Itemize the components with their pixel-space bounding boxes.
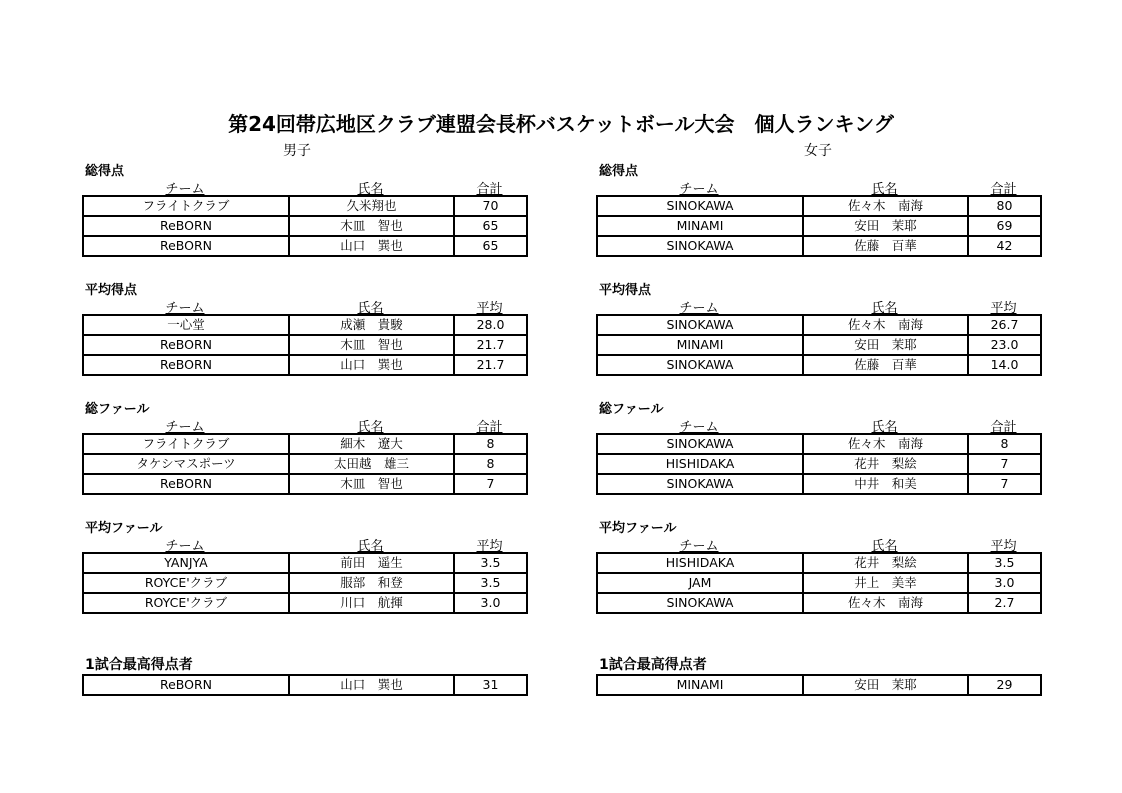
value-cell: 14.0	[968, 355, 1041, 375]
table-header	[596, 416, 1040, 435]
ranking-table	[82, 674, 528, 696]
header-team: チーム	[679, 301, 719, 316]
table-row	[597, 216, 1041, 236]
header-value: 合計	[990, 420, 1017, 435]
value-cell: 3.5	[968, 553, 1041, 573]
table-header	[82, 535, 526, 554]
table-row	[83, 434, 527, 454]
team-cell: MINAMI	[597, 675, 803, 695]
header-value: 合計	[990, 182, 1017, 197]
ranking-table	[596, 674, 1042, 696]
name-cell: 山口 巽也	[289, 355, 454, 375]
section-title: 1試合最高得点者	[85, 657, 193, 673]
value-cell: 7	[968, 454, 1041, 474]
name-cell: 花井 梨絵	[803, 553, 968, 573]
table-row	[597, 474, 1041, 494]
value-cell: 3.0	[454, 593, 527, 613]
header-value: 合計	[476, 420, 503, 435]
team-cell: ReBORN	[83, 355, 289, 375]
team-cell: ReBORN	[83, 335, 289, 355]
ranking-table	[596, 195, 1042, 257]
header-team: チーム	[679, 539, 719, 554]
header-team: チーム	[165, 182, 205, 197]
header-name: 氏名	[357, 539, 384, 554]
value-cell: 7	[968, 474, 1041, 494]
team-cell: ReBORN	[83, 236, 289, 256]
table-row	[83, 315, 527, 335]
section-title: 平均ファール	[85, 521, 163, 536]
table-header	[596, 178, 1040, 197]
header-team: チーム	[679, 182, 719, 197]
header-team: チーム	[165, 420, 205, 435]
page-title: 第24回帯広地区クラブ連盟会長杯バスケットボール大会 個人ランキング	[228, 112, 894, 136]
value-cell: 42	[968, 236, 1041, 256]
team-cell: SINOKAWA	[597, 434, 803, 454]
value-cell: 23.0	[968, 335, 1041, 355]
team-cell: ReBORN	[83, 216, 289, 236]
table-row	[597, 315, 1041, 335]
name-cell: 佐々木 南海	[803, 593, 968, 613]
table-row	[83, 593, 527, 613]
value-cell: 70	[454, 196, 527, 216]
name-cell: 中井 和美	[803, 474, 968, 494]
section-title: 平均得点	[599, 283, 652, 298]
value-cell: 2.7	[968, 593, 1041, 613]
team-cell: SINOKAWA	[597, 593, 803, 613]
header-name: 氏名	[357, 301, 384, 316]
name-cell: 木皿 智也	[289, 216, 454, 236]
ranking-table	[596, 552, 1042, 614]
name-cell: 山口 巽也	[289, 236, 454, 256]
name-cell: 成瀬 貴駿	[289, 315, 454, 335]
name-cell: 佐々木 南海	[803, 196, 968, 216]
header-value: 平均	[990, 539, 1017, 554]
value-cell: 21.7	[454, 355, 527, 375]
section-title: 平均得点	[85, 283, 138, 298]
section-title: 総得点	[85, 164, 125, 179]
table-header	[82, 178, 526, 197]
name-cell: 木皿 智也	[289, 335, 454, 355]
table-header	[596, 297, 1040, 316]
name-cell: 細木 遼大	[289, 434, 454, 454]
team-cell: 一心堂	[83, 315, 289, 335]
value-cell: 3.5	[454, 573, 527, 593]
team-cell: JAM	[597, 573, 803, 593]
header-name: 氏名	[357, 182, 384, 197]
section-title: 平均ファール	[599, 521, 677, 536]
value-cell: 65	[454, 216, 527, 236]
team-cell: フライトクラブ	[83, 434, 289, 454]
table-row	[83, 553, 527, 573]
header-name: 氏名	[871, 182, 898, 197]
section-title: 総ファール	[599, 402, 664, 417]
table-row	[83, 335, 527, 355]
value-cell: 69	[968, 216, 1041, 236]
header-name: 氏名	[871, 539, 898, 554]
team-cell: フライトクラブ	[83, 196, 289, 216]
table-row	[597, 196, 1041, 216]
ranking-table	[82, 195, 528, 257]
ranking-table	[82, 314, 528, 376]
team-cell: SINOKAWA	[597, 196, 803, 216]
name-cell: 太田越 雄三	[289, 454, 454, 474]
team-cell: HISHIDAKA	[597, 454, 803, 474]
header-value: 合計	[476, 182, 503, 197]
header-value: 平均	[990, 301, 1017, 316]
men-label: 男子	[283, 143, 311, 159]
header-team: チーム	[165, 539, 205, 554]
table-row	[597, 236, 1041, 256]
ranking-table	[596, 433, 1042, 495]
name-cell: 安田 茉耶	[803, 216, 968, 236]
table-row	[597, 335, 1041, 355]
header-team: チーム	[165, 301, 205, 316]
team-cell: MINAMI	[597, 216, 803, 236]
name-cell: 木皿 智也	[289, 474, 454, 494]
header-name: 氏名	[871, 420, 898, 435]
team-cell: YANJYA	[83, 553, 289, 573]
team-cell: ROYCE'クラブ	[83, 573, 289, 593]
section-title: 1試合最高得点者	[599, 657, 707, 673]
table-row	[597, 355, 1041, 375]
table-row	[83, 454, 527, 474]
section-title: 総ファール	[85, 402, 150, 417]
name-cell: 佐々木 南海	[803, 434, 968, 454]
value-cell: 8	[968, 434, 1041, 454]
table-header	[596, 535, 1040, 554]
women-label: 女子	[804, 143, 832, 159]
table-header	[82, 297, 526, 316]
name-cell: 前田 遥生	[289, 553, 454, 573]
value-cell: 29	[968, 675, 1041, 695]
name-cell: 花井 梨絵	[803, 454, 968, 474]
table-row	[83, 196, 527, 216]
team-cell: HISHIDAKA	[597, 553, 803, 573]
table-row	[83, 474, 527, 494]
header-name: 氏名	[871, 301, 898, 316]
team-cell: MINAMI	[597, 335, 803, 355]
name-cell: 服部 和登	[289, 573, 454, 593]
table-header	[82, 416, 526, 435]
table-row	[83, 216, 527, 236]
value-cell: 8	[454, 454, 527, 474]
value-cell: 26.7	[968, 315, 1041, 335]
name-cell: 久米翔也	[289, 196, 454, 216]
header-name: 氏名	[357, 420, 384, 435]
section-title: 総得点	[599, 164, 639, 179]
table-row	[83, 236, 527, 256]
value-cell: 80	[968, 196, 1041, 216]
value-cell: 7	[454, 474, 527, 494]
ranking-table	[596, 314, 1042, 376]
value-cell: 28.0	[454, 315, 527, 335]
name-cell: 佐々木 南海	[803, 315, 968, 335]
ranking-table	[82, 552, 528, 614]
table-row	[83, 675, 527, 695]
value-cell: 21.7	[454, 335, 527, 355]
header-value: 平均	[476, 301, 503, 316]
team-cell: ReBORN	[83, 474, 289, 494]
team-cell: ROYCE'クラブ	[83, 593, 289, 613]
table-row	[597, 593, 1041, 613]
ranking-table	[82, 433, 528, 495]
table-row	[597, 454, 1041, 474]
team-cell: タケシマスポーツ	[83, 454, 289, 474]
table-row	[83, 355, 527, 375]
name-cell: 佐藤 百華	[803, 355, 968, 375]
team-cell: ReBORN	[83, 675, 289, 695]
value-cell: 8	[454, 434, 527, 454]
value-cell: 3.5	[454, 553, 527, 573]
team-cell: SINOKAWA	[597, 355, 803, 375]
value-cell: 65	[454, 236, 527, 256]
name-cell: 安田 茉耶	[803, 335, 968, 355]
name-cell: 井上 美幸	[803, 573, 968, 593]
table-row	[83, 573, 527, 593]
team-cell: SINOKAWA	[597, 474, 803, 494]
header-value: 平均	[476, 539, 503, 554]
table-row	[597, 675, 1041, 695]
name-cell: 佐藤 百華	[803, 236, 968, 256]
table-row	[597, 553, 1041, 573]
name-cell: 山口 巽也	[289, 675, 454, 695]
team-cell: SINOKAWA	[597, 236, 803, 256]
name-cell: 安田 茉耶	[803, 675, 968, 695]
table-row	[597, 573, 1041, 593]
team-cell: SINOKAWA	[597, 315, 803, 335]
name-cell: 川口 航揮	[289, 593, 454, 613]
value-cell: 31	[454, 675, 527, 695]
value-cell: 3.0	[968, 573, 1041, 593]
table-row	[597, 434, 1041, 454]
header-team: チーム	[679, 420, 719, 435]
